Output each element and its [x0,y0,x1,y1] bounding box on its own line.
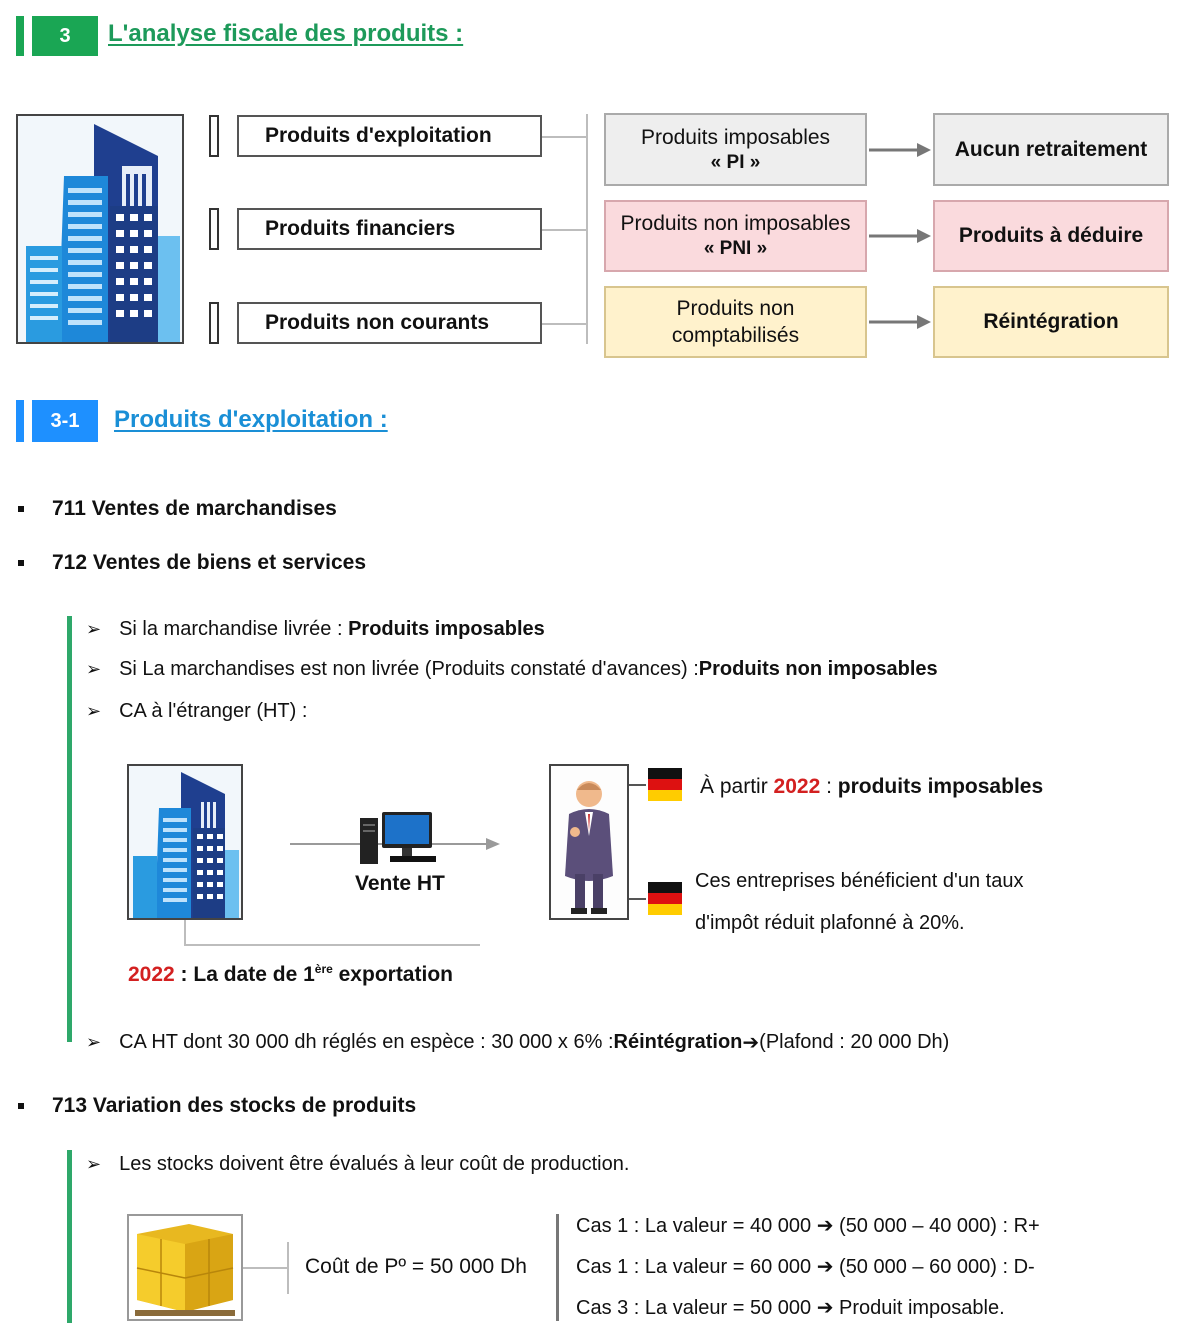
connector-line [243,1267,287,1269]
section3-number: 3 [59,24,71,47]
box-produits-exploitation: Produits d'exploitation [237,115,542,157]
connector-line [542,323,586,325]
bullet-square-icon [18,506,24,512]
connector-line [629,784,647,786]
section31-accent-bar [16,400,24,442]
boxes-icon [129,1216,241,1319]
arrow-right-icon [867,140,933,160]
box-produits-imposables: Produits imposables « PI » [604,113,867,186]
bullet-square-icon [18,1103,24,1109]
item-ca-especes: ➢ CA HT dont 30 000 dh réglés en espèce : 30 000 x 6% : Réintégration ➔ (Plafond : 20 000 Dh) [86,1031,950,1054]
timeline-tick [184,920,186,946]
bullet-712: 712 Ventes de biens et services [18,551,366,575]
arrow-bullet-icon: ➢ [86,1032,102,1052]
cost-of-production: Coût de Pº = 50 000 Dh [305,1255,527,1278]
box-aucun-retraitement: Aucun retraitement [933,113,1169,186]
businessman-icon [551,766,627,918]
connector-line [542,229,586,231]
from-2022-taxable: À partir 2022 : produits imposables [700,775,1044,798]
germany-flag-icon [646,764,684,804]
item-ca-etranger: ➢ CA à l'étranger (HT) : [86,700,308,722]
skyscraper-icon [18,116,182,342]
building-illustration [16,114,184,344]
box-produits-non-imposables: Produits non imposables « PNI » [604,200,867,272]
box-reintegration: Réintégration [933,286,1169,358]
stock-boxes-illustration [127,1214,243,1321]
section31-number-badge [32,400,98,442]
section3-number-badge [32,16,98,56]
case-2-d-minus: Cas 1 : La valeur = 60 000 ➔ (50 000 – 60 000) : D- [576,1256,1035,1278]
connector-line [629,898,647,900]
bullet-713: 713 Variation des stocks de produits [18,1094,416,1118]
vente-ht-label: Vente HT [355,872,445,895]
item-marchandise-livree: ➢ Si la marchandise livrée : Produits imposables [86,618,545,640]
section31-title: Produits d'exploitation : [114,406,388,433]
arrow-right-icon [867,226,933,246]
connector-line [542,136,586,138]
box-produits-a-deduire: Produits à déduire [933,200,1169,272]
computer-icon [360,812,444,872]
reduced-tax-text-line2: d'impôt réduit plafonné à 20%. [695,912,965,934]
item-marchandise-non-livree: ➢ Si La marchandises est non livrée (Produits constaté d'avances) : Produits non imposables [86,658,938,680]
section3-title: L'analyse fiscale des produits : [108,20,464,47]
section-712-bar [67,616,72,1042]
box-produits-financiers: Produits financiers [237,208,542,250]
arrow-bullet-icon: ➢ [86,1154,102,1174]
item-stocks-cout: ➢ Les stocks doivent être évalués à leur coût de production. [86,1153,630,1175]
company-building-illustration [127,764,243,920]
connector-vertical [586,114,588,344]
bullet-711: 711 Ventes de marchandises [18,497,337,521]
timeline-line [184,944,480,946]
section31-number: 3-1 [50,409,80,432]
products-non-courants-marker [209,302,219,344]
box-produits-non-comptabilises: Produits non comptabilisés [604,286,867,358]
arrow-right-icon [867,312,933,332]
products-exploitation-marker [209,115,219,157]
bullet-square-icon [18,560,24,566]
section-713-bar [67,1150,72,1323]
cases-bracket [556,1214,559,1321]
box-produits-non-courants: Produits non courants [237,302,542,344]
germany-flag-icon [646,878,684,918]
first-export-date: 2022 : La date de 1ère exportation [128,962,453,986]
reduced-tax-text-line1: Ces entreprises bénéficient d'un taux [695,870,1024,892]
arrow-bullet-icon: ➢ [86,619,102,639]
case-3-imposable: Cas 3 : La valeur = 50 000 ➔ Produit imposable. [576,1297,1005,1319]
foreign-buyer-illustration [549,764,629,920]
case-1-r-plus: Cas 1 : La valeur = 40 000 ➔ (50 000 – 40 000) : R+ [576,1215,1040,1237]
arrow-bullet-icon: ➢ [86,701,102,721]
products-financiers-marker [209,208,219,250]
connector-vertical [287,1242,289,1294]
arrow-bullet-icon: ➢ [86,659,102,679]
skyscraper-icon [129,766,241,918]
section3-accent-bar [16,16,24,56]
